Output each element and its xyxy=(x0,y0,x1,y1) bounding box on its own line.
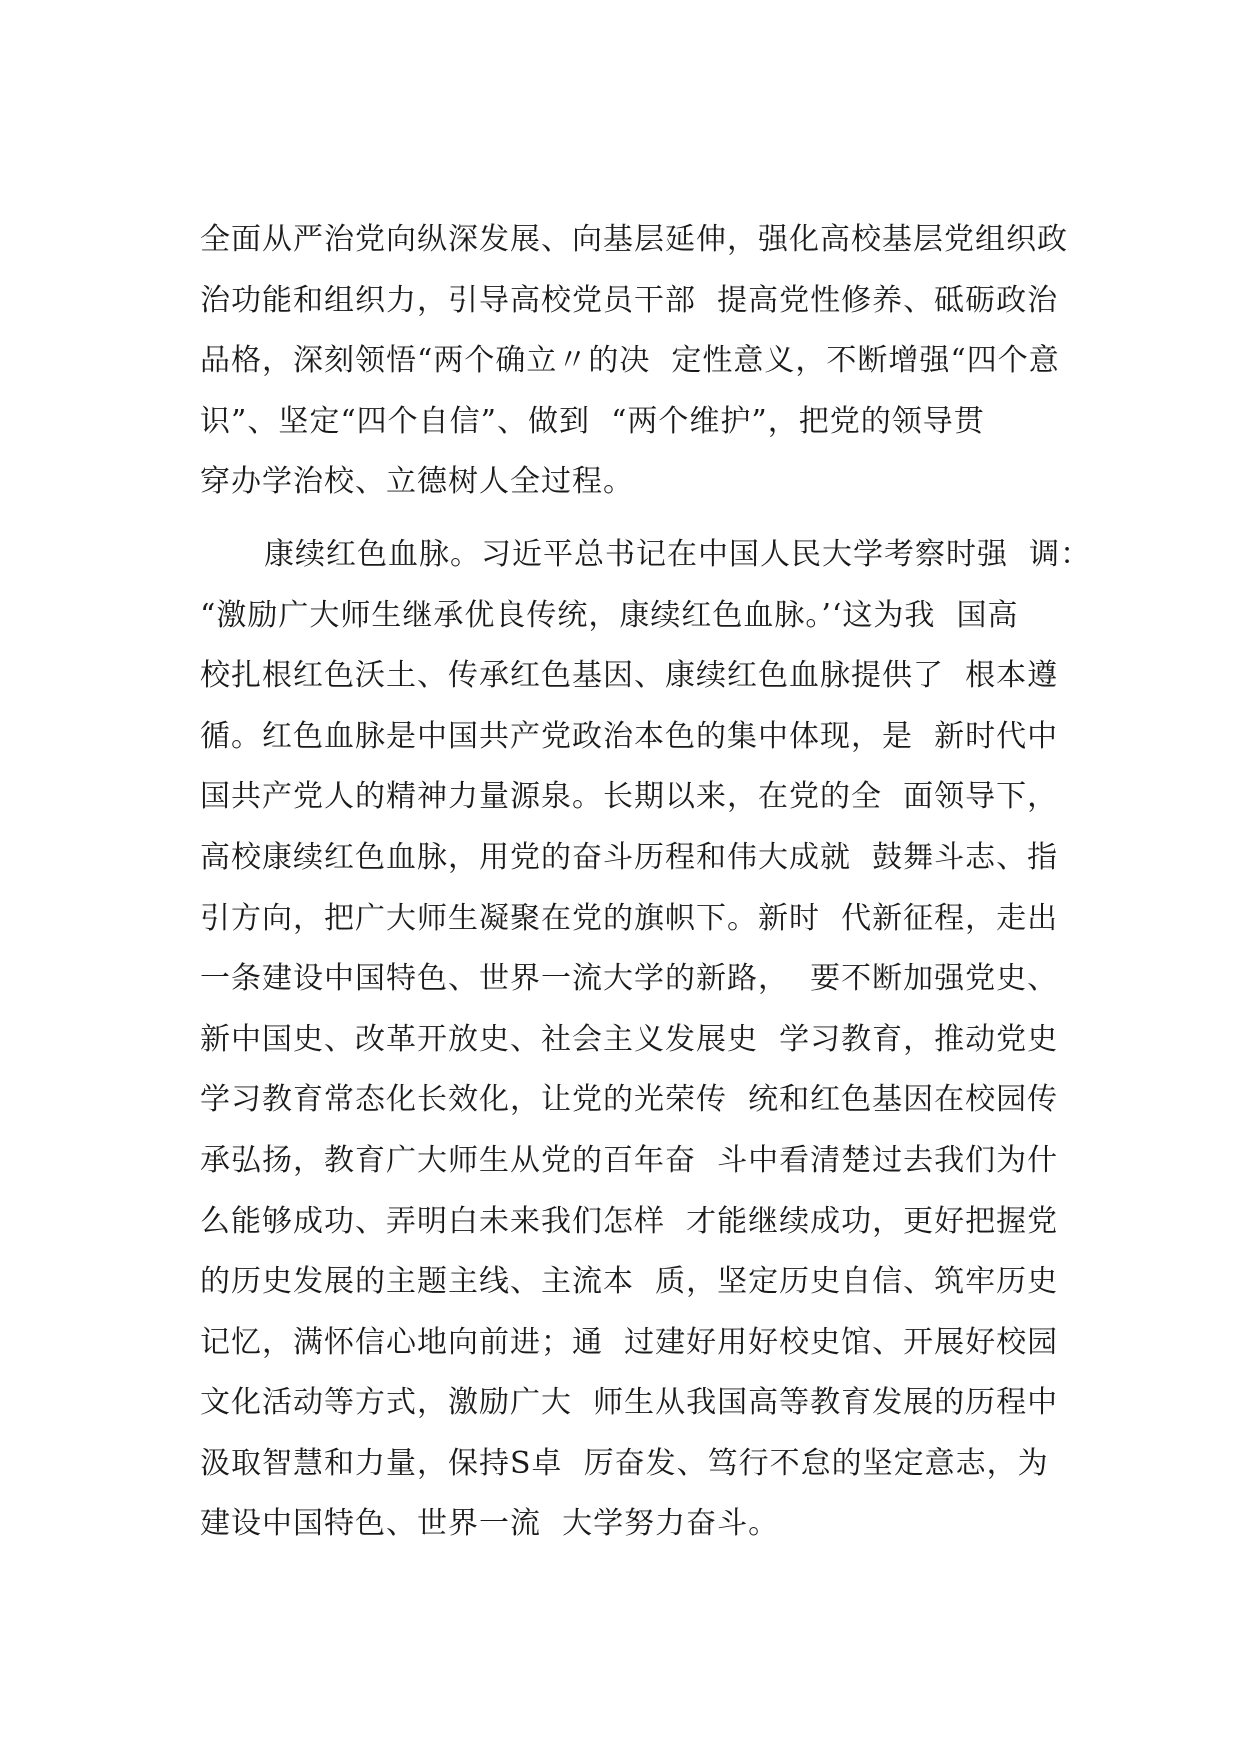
text-line: 学习教育常态化长效化，让党的光荣传 统和红色基因在校园传 xyxy=(200,1082,1059,1118)
text-line: 么能够成功、弄明白未来我们怎样 才能继续成功，更好把握党 xyxy=(200,1203,1059,1239)
text-line: 的历史发展的主题主线、主流本 质，坚定历史自信、筑牢历史 xyxy=(200,1264,1059,1300)
text-line: “激励广大师生继承优良传统，康续红色血脉。’‘这为我 国高 xyxy=(200,597,1019,633)
text-line: 一条建设中国特色、世界一流大学的新路， 要不断加强党史、 xyxy=(200,961,1059,997)
text-line: 建设中国特色、世界一流 大学努力奋斗。 xyxy=(200,1506,780,1542)
text-line: 识”、坚定“四个自信”、做到 “两个维护”，把党的领导贯 xyxy=(200,403,985,439)
paragraph-1 xyxy=(200,210,1080,513)
text-line: 承弘扬，教育广大师生从党的百年奋 斗中看清楚过去我们为什 xyxy=(200,1142,1059,1178)
text-line: 康续红色血脉。习近平总书记在中国人民大学考察时强 调： xyxy=(264,536,1092,572)
text-line: 引方向，把广大师生凝聚在党的旗帜下。新时 代新征程，走出 xyxy=(200,900,1059,936)
text-line: 高校康续红色血脉，用党的奋斗历程和伟大成就 鼓舞斗志、指 xyxy=(200,839,1059,875)
text-line: 穿办学治校、立德树人全过程。 xyxy=(200,464,634,500)
text-line: 汲取智慧和力量，保持S卓 厉奋发、笃行不怠的坚定意志，为 xyxy=(200,1445,1049,1481)
text-line: 国共产党人的精神力量源泉。长期以来，在党的全 面领导下， xyxy=(200,779,1059,815)
text-line: 全面从严治党向纵深发展、向基层延伸，强化高校基层党组织政 xyxy=(200,222,1068,257)
text-line: 品格，深刻领悟“两个确立〃的决 定性意义，不断增强“四个意 xyxy=(200,343,1060,379)
text-line: 校扎根红色沃土、传承红色基因、康续红色血脉提供了 根本遵 xyxy=(200,658,1059,694)
paragraph-spacer xyxy=(200,513,1080,525)
text-line: 记忆，满怀信心地向前进；通 过建好用好校史馆、开展好校园 xyxy=(200,1324,1059,1360)
text-line: 治功能和组织力，引导高校党员干部 提高党性修养、砥砺政治 xyxy=(200,282,1059,318)
body-text xyxy=(200,210,1092,1555)
paragraph-2 xyxy=(200,525,1092,1555)
text-line: 文化活动等方式，激励广大 师生从我国高等教育发展的历程中 xyxy=(200,1385,1059,1421)
text-line: 循。红色血脉是中国共产党政治本色的集中体现，是 新时代中 xyxy=(200,718,1059,754)
text-line: 新中国史、改革开放史、社会主义发展史 学习教育，推动党史 xyxy=(200,1021,1059,1057)
